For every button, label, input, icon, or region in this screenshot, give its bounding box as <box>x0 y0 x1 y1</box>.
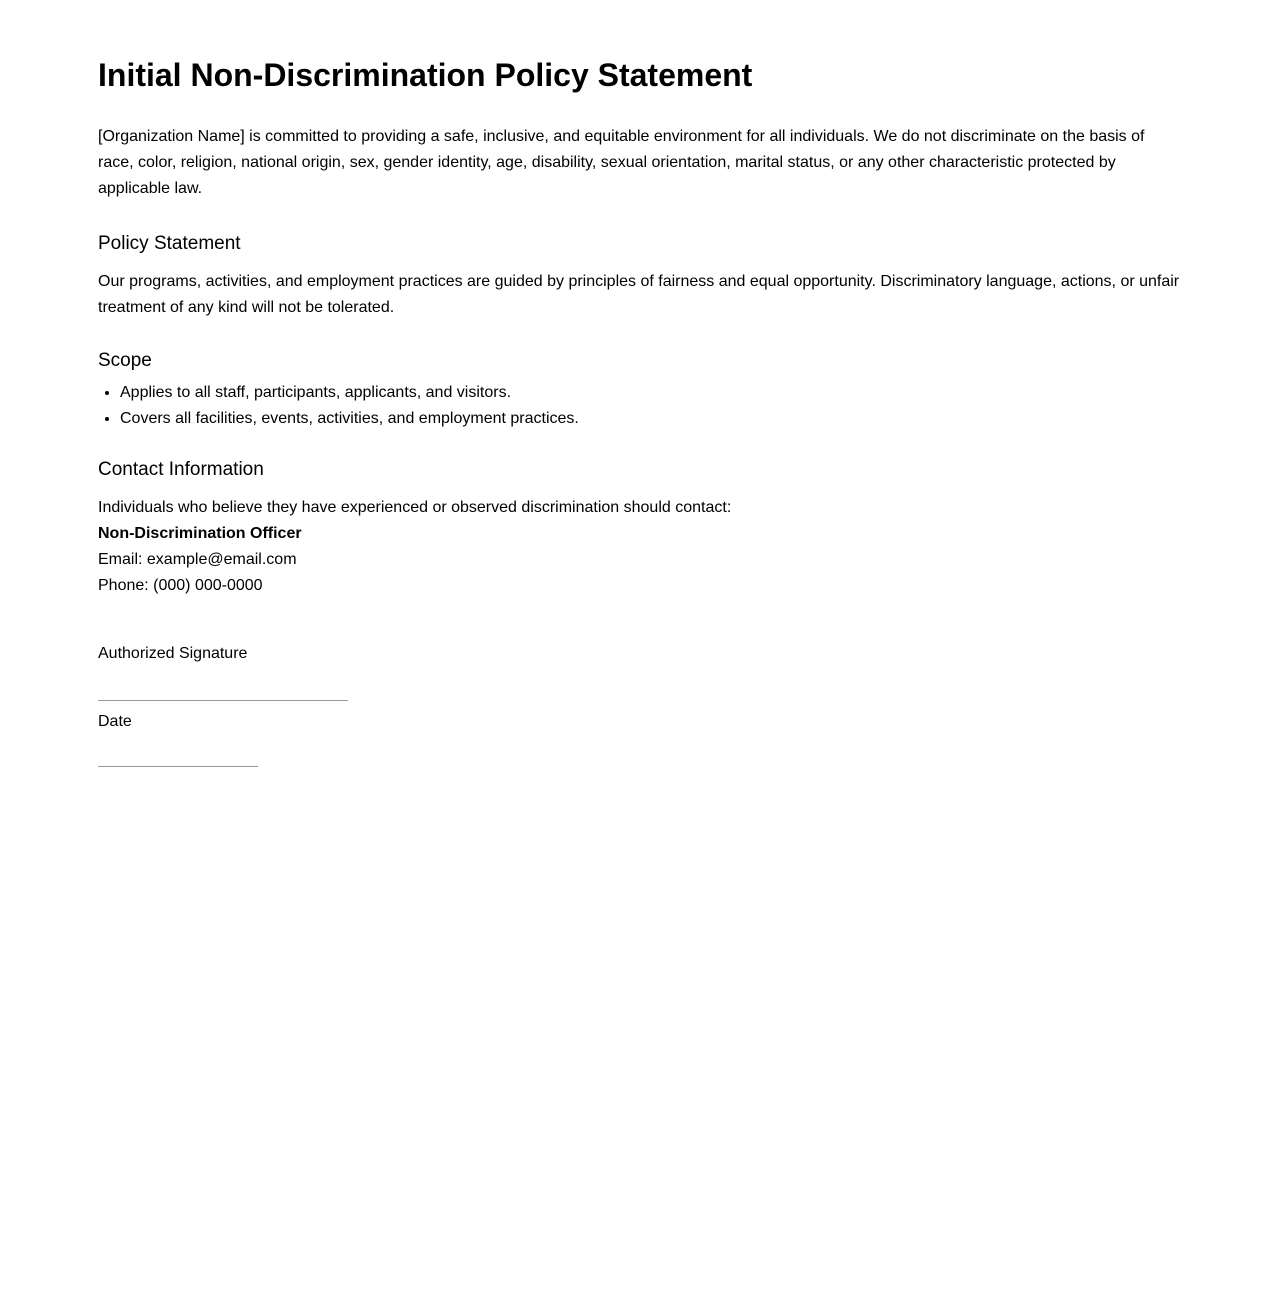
date-label: Date <box>98 713 132 730</box>
page-title: Initial Non-Discrimination Policy Statement <box>98 57 753 93</box>
contact-phone: Phone: (000) 000-0000 <box>98 577 263 594</box>
intro-paragraph: [Organization Name] is committed to providing a safe, inclusive, and equitable environment for all individuals. We do not discriminate on the basis of race, color, religion, national origin, sex, gender identity, age, disability, sexual orientation, marital status, or any other characteristic protected by applicable law. <box>98 128 1145 197</box>
signature-line <box>98 700 348 701</box>
scope-list-item: • Applies to all staff, participants, applicants, and visitors. <box>120 380 1180 406</box>
section-heading-scope: Scope <box>98 350 152 371</box>
signature-block <box>98 641 1180 767</box>
date-line <box>98 766 258 767</box>
scope-list-item: • Covers all facilities, events, activities, and employment practices. <box>120 406 1180 432</box>
scope-list <box>98 380 1180 432</box>
section-heading-policy-statement: Policy Statement <box>98 233 241 254</box>
section-heading-contact-information: Contact Information <box>98 459 264 480</box>
authorized-signature-label: Authorized Signature <box>98 645 248 662</box>
contact-officer-name: Non-Discrimination Officer <box>98 525 302 542</box>
contact-lead-text: Individuals who believe they have experienced or observed discrimination should contact: <box>98 499 732 516</box>
policy-statement-paragraph: Our programs, activities, and employment practices are guided by principles of fairness and equal opportunity. Discriminatory language, actions, or unfair treatment of any kind will not be tolerated. <box>98 273 1180 316</box>
contact-email: Email: example@email.com <box>98 551 297 568</box>
